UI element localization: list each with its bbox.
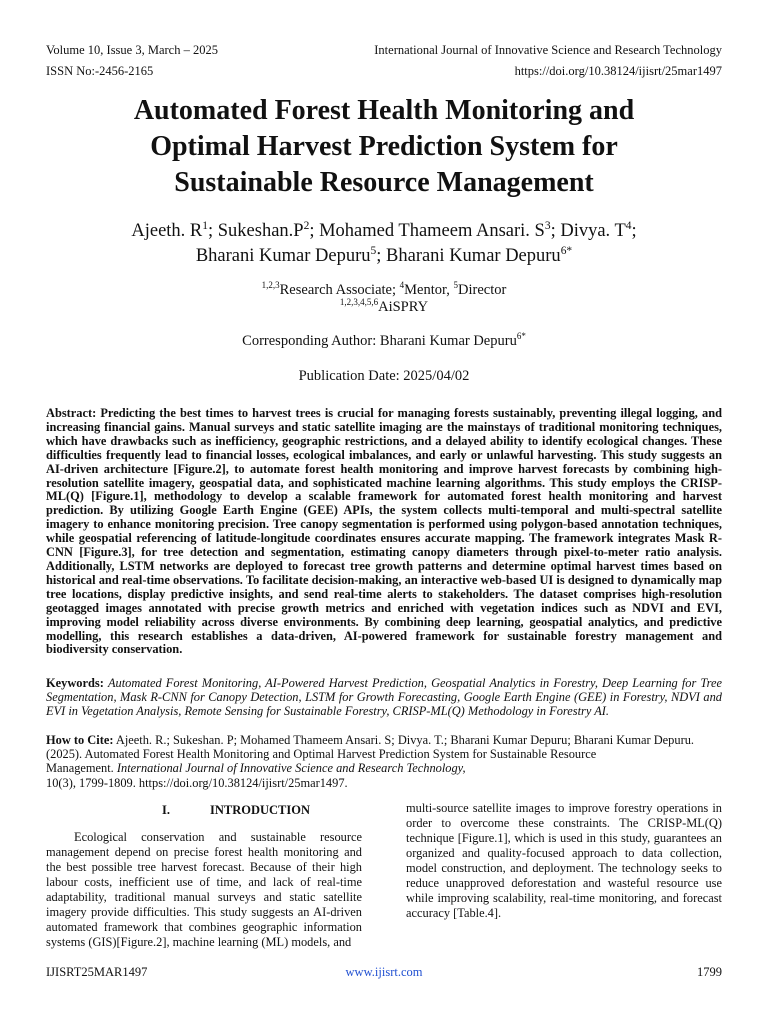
doi-link[interactable]: https://doi.org/10.38124/ijisrt/25mar1497 xyxy=(514,64,722,78)
title-line-3: Sustainable Resource Management xyxy=(174,167,594,198)
abstract-text: Predicting the best times to harvest trees is crucial for managing forests sustainably, preventing illegal logging, and increasing financial gains. Manual surveys and static satellite imaging are the mainstays of traditional monitoring techniques, which have drawbacks such as inefficiency, geographic restrictions, and a delayed ability to identify ecological changes. These difficulties frequently lead to financial losses, ecological imbalances, and early or unlawful harvesting. This study suggests an AI-driven architecture [Figure.2], to automate forest health monitoring and improve harvest forecasts by combining high-resolution satellite imagery, geospatial data, and sophisticated machine learning algorithms. This study employs the CRISP-ML(Q) [Figure.1], methodology to develop a scalable framework for automated forest health monitoring and harvest prediction. By utilizing Google Earth Engine (GEE) APIs, the system collects multi-temporal and multi-spectral satellite imagery to enhance monitoring precision. Tree canopy segmentation is performed using polygon-based annotation techniques, while geospatial referencing of latitude-longitude coordinates ensures accurate mapping. The framework integrates Mask R-CNN [Figure.3], for tree detection and segmentation, estimating canopy diameters through pixel-to-meter ratio analysis. Additionally, LSTM networks are deployed to forecast tree growth patterns and determine optimal harvest times based on historical and real-time observations. To facilitate decision-making, an interactive web-based UI is designed to dynamically map tree locations, display predictive insights, and send real-time alerts to stakeholders. The dataset comprises high-resolution geotagged images annotated with precise growth metrics and enriched with vegetation indices such as NDVI and EVI, improving model reliability across diverse environments. By combining deep learning, geospatial analytics, and predictive modelling, this research establishes a data-driven, AI-powered framework for sustainable forestry management and biodiversity conservation. xyxy=(46,406,722,657)
paper-title xyxy=(40,93,728,201)
author-name: ; Bharani Kumar Depuru xyxy=(376,246,561,266)
intro-paragraph-left: Ecological conservation and sustainable resource management depend on precise forest health monitoring and the best possible tree harvest forecast. Because of their high labour costs, inefficient use of time, and lack of real-time adaptability, traditional manual surveys and static satellite imagery provide difficulties. This study suggests an AI-driven automated framework that combines geographic information systems (GIS)[Figure.2], machine learning (ML) models, and xyxy=(46,830,362,949)
author-sup: 4 xyxy=(625,219,632,232)
cite-management: Management. xyxy=(46,761,114,776)
footer-paper-id: IJISRT25MAR1497 xyxy=(46,965,148,979)
abstract-label: Abstract: xyxy=(46,406,97,420)
author-separator: ; xyxy=(631,221,637,241)
corresponding-author xyxy=(40,332,728,350)
affil-sup: 4 xyxy=(399,280,405,291)
affil-role: Research Associate; xyxy=(279,282,400,298)
affiliation-roles xyxy=(40,282,728,298)
affil-sup: 1,2,3,4,5,6 xyxy=(339,297,379,308)
cite-line-4[interactable]: 10(3), 1799-1809. https://doi.org/10.38124/ijisrt/25mar1497. xyxy=(46,775,348,790)
section-number: I. xyxy=(162,803,170,817)
title-line-2: Optimal Harvest Prediction System for xyxy=(150,131,618,162)
author-list xyxy=(40,219,728,269)
author-sup: 6* xyxy=(560,244,573,257)
how-to-cite xyxy=(46,733,722,790)
cite-journal: International Journal of Innovative Science and Research Technology, xyxy=(116,761,466,776)
author-sup: 1 xyxy=(202,219,208,232)
author-sup: 5 xyxy=(370,244,377,257)
section-heading xyxy=(46,803,362,817)
author-name: ; Mohamed Thameem Ansari. S xyxy=(309,221,545,241)
author-name: Bharani Kumar Depuru xyxy=(195,246,371,266)
cite-authors: Ajeeth. R.; Sukeshan. P; Mohamed Thameem Ansari. S; Divya. T.; Bharani Kumar Depuru; Bharani Kumar Depuru. xyxy=(115,733,694,747)
affil-sup: 1,2,3 xyxy=(261,280,280,291)
affiliation-org xyxy=(40,299,728,315)
author-name: ; Sukeshan.P xyxy=(208,221,304,241)
journal-name: International Journal of Innovative Science and Research Technology xyxy=(374,43,722,57)
affil-org: AiSPRY xyxy=(378,299,429,315)
abstract xyxy=(46,407,722,657)
affil-role: Mentor, xyxy=(404,282,454,298)
cite-label: How to Cite: xyxy=(46,733,114,747)
author-sup: 2 xyxy=(303,219,310,232)
issn: ISSN No:-2456-2165 xyxy=(46,64,154,78)
author-name: Ajeeth. R xyxy=(131,221,203,241)
footer-website-link[interactable]: www.ijisrt.com xyxy=(345,965,423,979)
keywords-text: Automated Forest Monitoring, AI-Powered Harvest Prediction, Geospatial Analytics in Forestry, Deep Learning for Tree Segmentation, Mask R-CNN for Canopy Detection, LSTM for Growth Forecasting, Google Earth Engine (GEE) in Forestry, NDVI and EVI in Vegetation Analysis, Remote Sensing for Sustainable Forestry, CRISP-ML(Q) Methodology in Forestry AI. xyxy=(46,676,722,719)
cite-line-2: (2025). Automated Forest Health Monitoring and Optimal Harvest Prediction System for Sustainable Resource xyxy=(46,747,597,762)
author-sup: 3 xyxy=(544,219,551,232)
intro-paragraph-right: multi-source satellite images to improve forestry operations in order to overcome these constraints. The CRISP-ML(Q) technique [Figure.1], which is used in this study, guarantees an organized and quality-focused approach to data collection, model construction, and deployment. The technology seeks to reduce unapproved deforestation and wasteful resource use while improving scalability, real-time monitoring, and forecast accuracy [Table.4]. xyxy=(406,801,722,920)
keywords xyxy=(46,676,722,719)
affil-sup: 5 xyxy=(453,280,458,291)
corresponding-label: Corresponding Author: Bharani Kumar Depuru xyxy=(242,333,517,349)
publication-date: Publication Date: 2025/04/02 xyxy=(298,368,470,384)
volume-info: Volume 10, Issue 3, March – 2025 xyxy=(46,43,218,57)
title-line-1: Automated Forest Health Monitoring and xyxy=(133,95,635,126)
affil-role: Director xyxy=(458,282,507,298)
author-name: ; Divya. T xyxy=(550,221,626,241)
cite-line-1 xyxy=(46,733,722,747)
keywords-label: Keywords: xyxy=(46,676,104,690)
corresponding-sup: 6* xyxy=(516,331,526,342)
section-title: INTRODUCTION xyxy=(210,803,311,817)
author-line-1 xyxy=(40,219,728,244)
page-number: 1799 xyxy=(697,965,722,979)
cite-line-3 xyxy=(46,761,722,775)
author-line-2 xyxy=(40,244,728,269)
